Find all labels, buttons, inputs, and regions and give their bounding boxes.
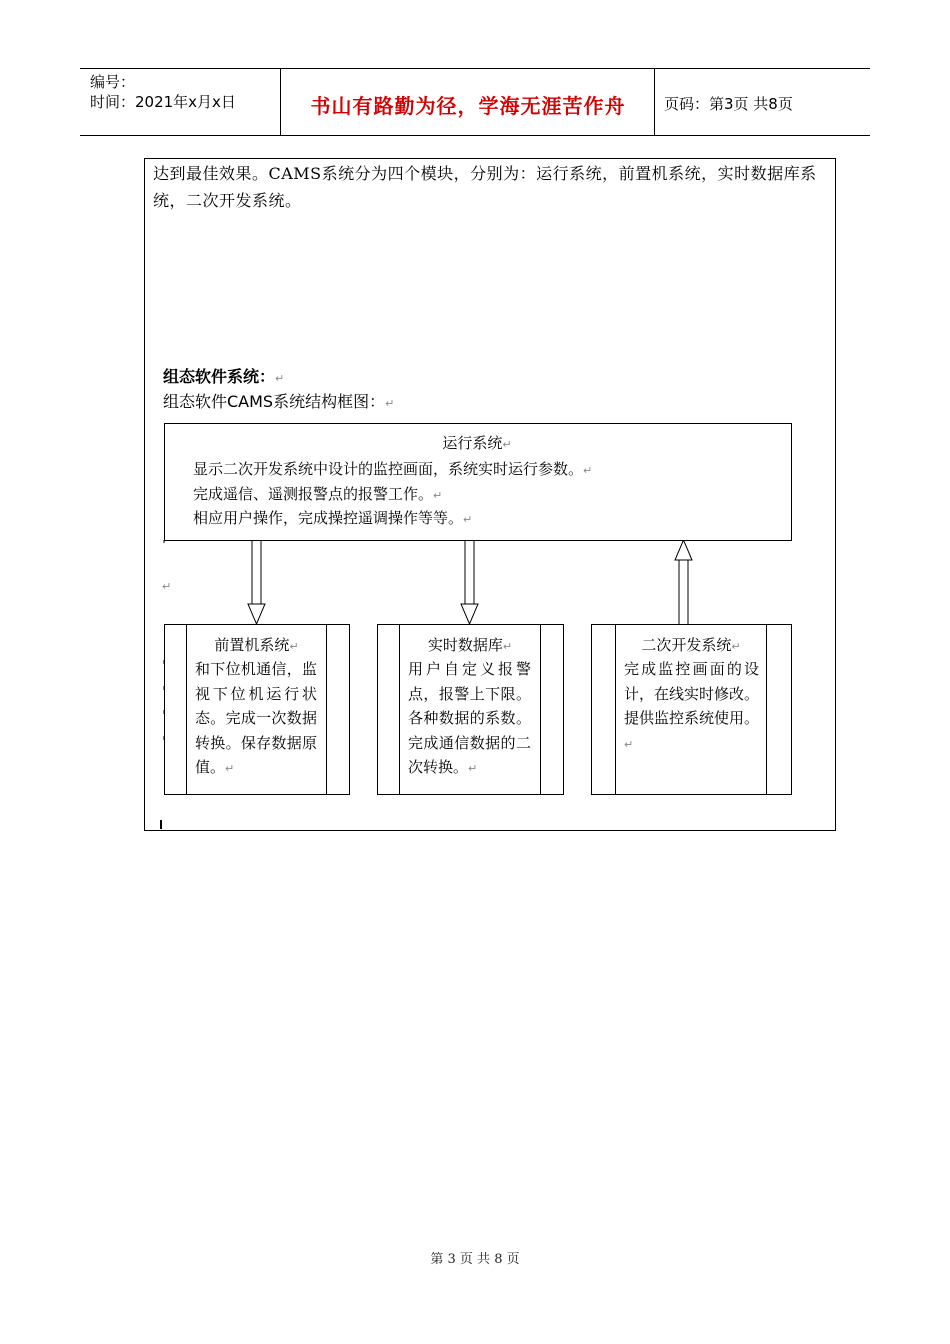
section-title-text: 组态软件系统： — [163, 367, 276, 386]
section-subtitle-text: 组态软件CAMS系统结构框图： — [163, 392, 386, 411]
return-mark: ↵ — [162, 580, 172, 593]
frontend-inner-right — [326, 624, 327, 794]
frontend-text-content: 和下位机通信，监视下位机运行状态。完成一次数据转换。保存数据原值。 — [195, 660, 317, 776]
header-number: 编号： — [90, 73, 136, 91]
arrow-down-realtime-db — [461, 540, 478, 624]
return-mark: ↵ — [275, 372, 285, 385]
page-footer: 第 3 页 共 8 页 — [430, 1252, 520, 1267]
dev-system-text-content: 完成监控画面的设计，在线实时修改。提供监控系统使用。 — [624, 660, 760, 727]
realtime-db-text — [408, 657, 531, 782]
runtime-line-1-text: 显示二次开发系统中设计的监控画面，系统实时运行参数。 — [193, 460, 584, 478]
header-motto: 书山有路勤为径，学海无涯苦作舟 — [310, 94, 626, 118]
return-mark: ↵ — [502, 438, 512, 451]
runtime-title-text: 运行系统 — [442, 434, 503, 452]
runtime-line-2-text: 完成遥信、遥测报警点的报警工作。 — [193, 485, 434, 503]
return-mark: ↵ — [385, 397, 395, 410]
realtime-db-title-text: 实时数据库 — [427, 636, 503, 654]
dev-system-text — [624, 657, 759, 757]
arrow-down-frontend — [248, 540, 265, 624]
header-page-info: 页码：第3页 共8页 — [664, 95, 793, 113]
runtime-line-2 — [193, 483, 442, 504]
return-mark: ↵ — [468, 762, 478, 775]
return-mark: ↵ — [731, 640, 741, 653]
return-mark: ↵ — [433, 489, 443, 502]
runtime-system-title — [164, 432, 790, 453]
return-mark: ↵ — [624, 737, 634, 751]
frontend-text — [195, 657, 317, 782]
dev-system-title-text: 二次开发系统 — [641, 636, 732, 654]
text-cursor — [160, 820, 162, 829]
runtime-line-3-text: 相应用户操作，完成操控遥调操作等等。 — [193, 509, 464, 527]
dev-system-inner-right — [766, 624, 767, 794]
frontend-title-text: 前置机系统 — [214, 636, 290, 654]
frontend-title — [187, 634, 326, 655]
dev-system-title — [616, 634, 766, 655]
realtime-db-text-content: 用户自定义报警点，报警上下限。各种数据的系数。完成通信数据的二次转换。 — [408, 660, 531, 776]
realtime-db-title — [400, 634, 540, 655]
return-mark: ↵ — [289, 640, 299, 653]
return-mark: ↵ — [583, 464, 593, 477]
realtime-db-inner-right — [540, 624, 541, 794]
return-mark: ↵ — [225, 762, 235, 775]
intro-paragraph: 达到最佳效果。CAMS系统分为四个模块，分别为：运行系统，前置机系统，实时数据库系统，二次开发系统。 — [153, 164, 817, 210]
header-time: 时间：2021年x月x日 — [90, 93, 236, 111]
arrow-up-dev-system — [675, 540, 692, 624]
runtime-line-1 — [193, 458, 592, 479]
runtime-line-3 — [193, 507, 472, 528]
return-mark: ↵ — [463, 513, 473, 526]
return-mark: ↵ — [502, 640, 513, 653]
